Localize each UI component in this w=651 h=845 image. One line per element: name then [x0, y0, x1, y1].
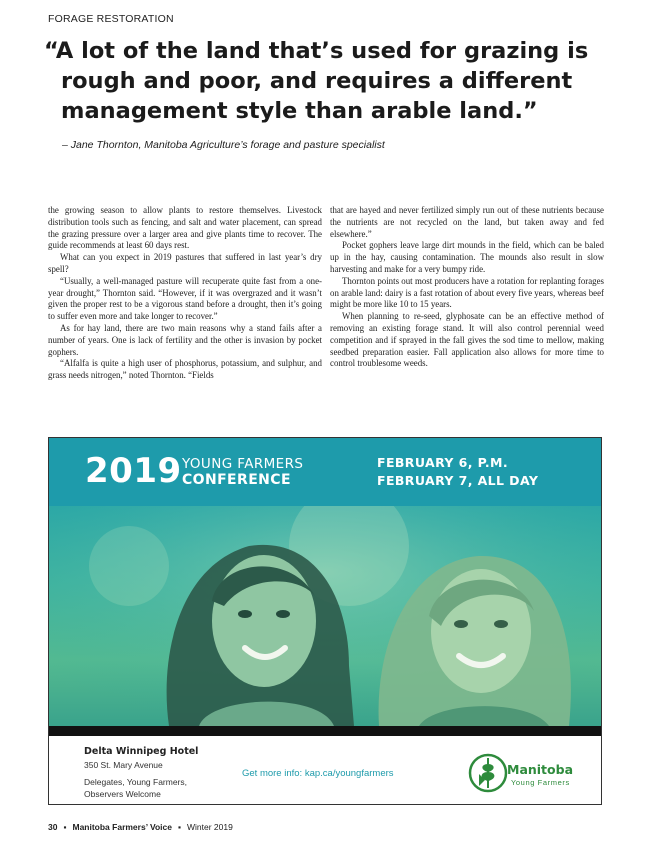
- more-info-link[interactable]: Get more info: kap.ca/youngfarmers: [242, 768, 394, 779]
- paragraph: As for hay land, there are two main reasons why a stand fails after a number of years. One is lack of fertility and the other is invasion by pocket gophers.: [48, 322, 322, 357]
- section-label: FORAGE RESTORATION: [48, 13, 174, 25]
- ad-title-line2: CONFERENCE: [182, 472, 291, 488]
- paragraph: “Alfalfa is quite a high user of phosphorus, potassium, and sulphur, and grass needs nitrogen,” noted Thornton. “Fields: [48, 358, 322, 381]
- issue-date: Winter 2019: [187, 822, 233, 832]
- paragraph: Pocket gophers leave large dirt mounds in the field, which can be baled up in the hay, causing contamination. The mounds also result in slow harvesting and make for a very bumpy ride.: [330, 240, 604, 274]
- page-footer: [48, 822, 233, 832]
- conference-advertisement[interactable]: [48, 437, 602, 805]
- paragraph: When planning to re-seed, glyphosate can be an effective method of removing an existing forage stand. It will also control perennial weed competition and if sprayed in the fall gives the sod time to mellow, making seedbed preparation easier. Fall application also allows for more time to control troublesome weeds.: [330, 311, 604, 369]
- footer-separator: ▪: [63, 822, 67, 832]
- paragraph: the growing season to allow plants to restore themselves. Livestock distribution tools such as fencing, and salt and water placement, can spread the grazing pressure over a larger area and give plants time to recover. The guide recommends at least 60 days rest.: [48, 205, 322, 251]
- footer-separator: ▪: [178, 822, 182, 832]
- publication-name: Manitoba Farmers’ Voice: [72, 822, 172, 832]
- ad-date-line1: FEBRUARY 6, P.M.: [377, 455, 509, 470]
- paragraph: What can you expect in 2019 pastures that suffered in last year’s dry spell?: [48, 252, 322, 274]
- paragraph: Thornton points out most producers have a rotation for replanting forages on arable land: dairy is a fast rotation of about every five years, whereas beef might be more like 10 to 15 years.: [330, 275, 604, 310]
- ad-year: 2019: [85, 451, 182, 491]
- page-number: 30: [48, 822, 58, 832]
- ad-info-panel: [49, 736, 601, 804]
- ad-header-band: [49, 438, 601, 506]
- paragraph: “Usually, a well-managed pasture will recuperate quite fast from a one-year drought,” Thornton said. “However, if it was overgrazed and it wasn’t given the proper rest to be a vigorous stand before a drought, then it’s going to suffer even more and take longer to recover.”: [48, 275, 322, 322]
- pull-quote: “A lot of the land that’s used for grazing is rough and poor, and requires a different management style than arable land.”: [44, 38, 589, 124]
- two-women-photo-illustration: [49, 506, 601, 726]
- logo-wordmark: Manitoba: [507, 762, 574, 777]
- paragraph: that are hayed and never fertilized simply run out of these nutrients because the nutrients are not recycled on the land, but taken away and fed elsewhere.”: [330, 205, 604, 239]
- ad-title-line1: YOUNG FARMERS: [182, 456, 304, 472]
- article-column-left: [48, 205, 322, 382]
- venue-name: Delta Winnipeg Hotel: [84, 746, 199, 757]
- quote-attribution: – Jane Thornton, Manitoba Agriculture’s forage and pasture specialist: [62, 139, 385, 151]
- attendance-note: Delegates, Young Farmers, Observers Welcome: [84, 777, 188, 799]
- logo-subtitle: Young Farmers: [511, 778, 570, 787]
- ad-date-line2: FEBRUARY 7, ALL DAY: [377, 473, 539, 488]
- ad-divider-bar: [49, 726, 601, 736]
- article-column-right: [330, 205, 604, 370]
- ad-photo: [49, 506, 601, 726]
- venue-address: 350 St. Mary Avenue: [84, 760, 163, 770]
